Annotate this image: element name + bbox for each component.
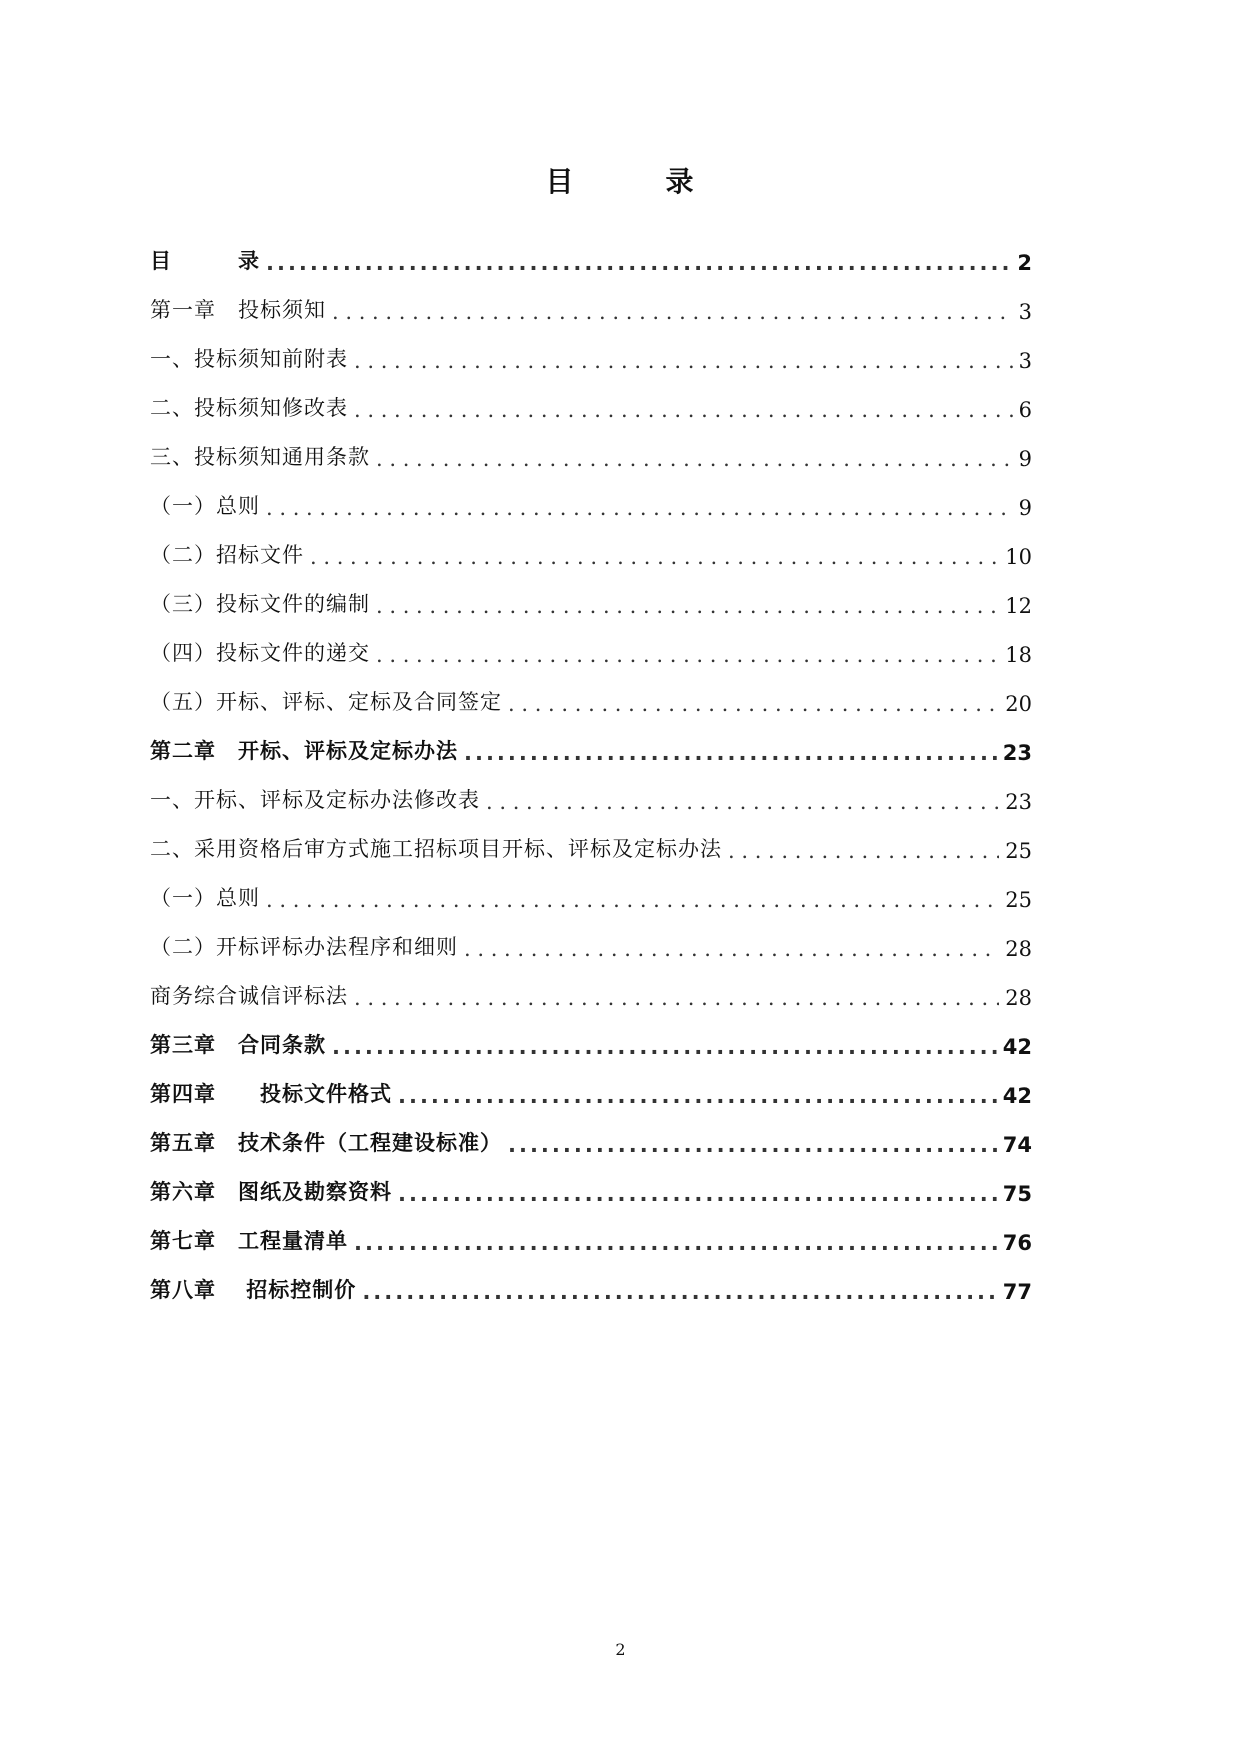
toc-dot-leader <box>464 937 999 961</box>
toc-entry-label: （一）总则 <box>150 886 260 910</box>
toc-entry-page: 20 <box>1005 692 1032 716</box>
page-title: 目 录 <box>545 165 696 198</box>
toc-dot-leader <box>332 1035 997 1059</box>
toc-dot-leader <box>728 839 999 863</box>
toc-entry[interactable] <box>150 1108 1032 1157</box>
toc-entry[interactable] <box>150 226 1032 275</box>
toc-dot-leader <box>362 1280 996 1304</box>
toc-entry-page: 74 <box>1002 1133 1032 1157</box>
toc-entry-label: 三、投标须知通用条款 <box>150 445 370 469</box>
toc-entry-label: 目 录 <box>150 249 260 273</box>
toc-entry-page: 77 <box>1002 1280 1032 1304</box>
toc-entry-page: 75 <box>1002 1182 1032 1206</box>
toc-entry[interactable] <box>150 716 1032 765</box>
toc-entry-page: 42 <box>1002 1035 1032 1059</box>
toc-entry-label: （五）开标、评标、定标及合同签定 <box>150 690 502 714</box>
toc-entry-label: 一、投标须知前附表 <box>150 347 348 371</box>
toc-entry-label: 二、投标须知修改表 <box>150 396 348 420</box>
toc-entry-label: （二）招标文件 <box>150 543 304 567</box>
toc-dot-leader <box>310 545 999 569</box>
toc-dot-leader <box>332 300 1013 324</box>
toc-dot-leader <box>486 790 999 814</box>
toc-entry-page: 3 <box>1018 300 1032 324</box>
toc-entry[interactable] <box>150 324 1032 373</box>
toc-entry-page: 23 <box>1002 741 1032 765</box>
toc-dot-leader <box>266 888 999 912</box>
toc-entry-page: 25 <box>1005 839 1032 863</box>
toc-dot-leader <box>508 692 999 716</box>
toc-entry-page: 12 <box>1005 594 1032 618</box>
toc-entry-page: 76 <box>1002 1231 1032 1255</box>
toc-entry-label: 第三章 合同条款 <box>150 1033 326 1057</box>
toc-entry-page: 6 <box>1018 398 1032 422</box>
toc-entry[interactable] <box>150 618 1032 667</box>
toc-entry-page: 18 <box>1005 643 1032 667</box>
toc-entry[interactable] <box>150 912 1032 961</box>
toc-entry[interactable] <box>150 471 1032 520</box>
toc-entry-page: 23 <box>1005 790 1032 814</box>
toc-entry[interactable] <box>150 275 1032 324</box>
toc-dot-leader <box>354 349 1013 373</box>
toc-entry-page: 10 <box>1005 545 1032 569</box>
toc-entry[interactable] <box>150 1059 1032 1108</box>
toc-entry-page: 3 <box>1018 349 1032 373</box>
toc-entry-page: 28 <box>1005 986 1032 1010</box>
toc-entry[interactable] <box>150 1010 1032 1059</box>
toc-dot-leader <box>398 1182 997 1206</box>
toc-entry-label: 第二章 开标、评标及定标办法 <box>150 739 458 763</box>
toc-entry[interactable] <box>150 961 1032 1010</box>
page-number: 2 <box>615 1640 626 1659</box>
toc-dot-leader <box>398 1084 997 1108</box>
toc-entry-label: 商务综合诚信评标法 <box>150 984 348 1008</box>
toc-entry-label: （一）总则 <box>150 494 260 518</box>
toc-entry-page: 2 <box>1017 251 1032 275</box>
toc-entry-page: 9 <box>1018 447 1032 471</box>
toc-entry[interactable] <box>150 422 1032 471</box>
toc-entry-label: 第五章 技术条件（工程建设标准） <box>150 1131 502 1155</box>
toc-entry[interactable] <box>150 667 1032 716</box>
toc-entry-label: （四）投标文件的递交 <box>150 641 370 665</box>
toc-dot-leader <box>266 251 1011 275</box>
toc-dot-leader <box>376 447 1013 471</box>
toc-entry-label: 第八章 招标控制价 <box>150 1278 357 1302</box>
toc-dot-leader <box>376 643 999 667</box>
toc-dot-leader <box>376 594 999 618</box>
toc-dot-leader <box>508 1133 997 1157</box>
toc-entry[interactable] <box>150 520 1032 569</box>
toc-entry-label: 第六章 图纸及勘察资料 <box>150 1180 392 1204</box>
toc-entry-label: 二、采用资格后审方式施工招标项目开标、评标及定标办法 <box>150 837 722 861</box>
toc-entry-label: 一、开标、评标及定标办法修改表 <box>150 788 480 812</box>
table-of-contents <box>150 226 1032 1304</box>
toc-entry-page: 9 <box>1018 496 1032 520</box>
toc-entry[interactable] <box>150 373 1032 422</box>
toc-entry-label: 第四章 投标文件格式 <box>150 1082 392 1106</box>
toc-dot-leader <box>354 1231 997 1255</box>
toc-entry[interactable] <box>150 569 1032 618</box>
toc-entry-label: （三）投标文件的编制 <box>150 592 370 616</box>
toc-entry-label: 第一章 投标须知 <box>150 298 326 322</box>
toc-dot-leader <box>464 741 997 765</box>
toc-dot-leader <box>354 986 999 1010</box>
toc-entry-page: 25 <box>1005 888 1032 912</box>
toc-entry[interactable] <box>150 1206 1032 1255</box>
toc-entry-page: 28 <box>1005 937 1032 961</box>
toc-entry[interactable] <box>150 863 1032 912</box>
toc-entry[interactable] <box>150 765 1032 814</box>
toc-dot-leader <box>266 496 1013 520</box>
toc-entry-label: 第七章 工程量清单 <box>150 1229 348 1253</box>
toc-entry-label: （二）开标评标办法程序和细则 <box>150 935 458 959</box>
toc-entry[interactable] <box>150 1255 1032 1304</box>
toc-entry[interactable] <box>150 1157 1032 1206</box>
toc-dot-leader <box>354 398 1013 422</box>
toc-entry-page: 42 <box>1002 1084 1032 1108</box>
toc-entry[interactable] <box>150 814 1032 863</box>
